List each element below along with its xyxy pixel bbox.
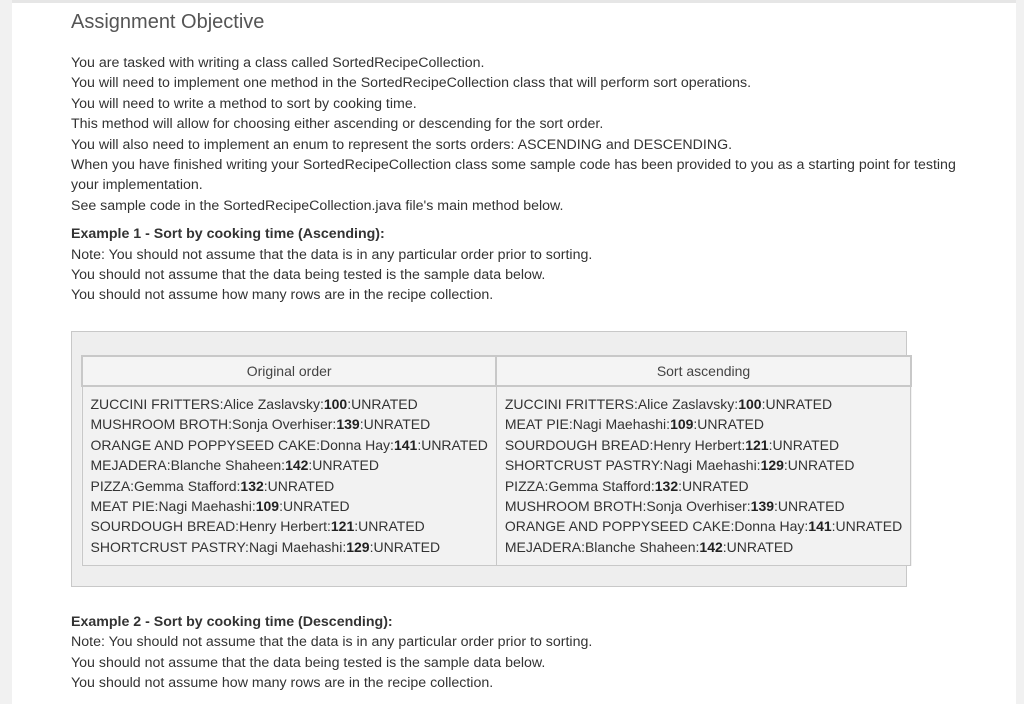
recipe-rating: :UNRATED	[693, 416, 764, 433]
example2-section	[71, 612, 971, 694]
recipe-cooking-time: 109	[670, 416, 694, 433]
recipe-cooking-time: 139	[336, 416, 360, 433]
recipe-row	[91, 476, 488, 496]
recipe-row	[91, 435, 488, 455]
recipe-row	[91, 537, 488, 557]
original-order-cell	[82, 386, 496, 566]
recipe-cooking-time: 132	[240, 477, 264, 494]
recipe-row	[505, 537, 902, 557]
recipe-rating: :UNRATED	[831, 518, 903, 535]
recipe-row	[91, 455, 488, 475]
recipe-cooking-time: 129	[760, 457, 784, 474]
recipe-cooking-time: 121	[330, 518, 355, 535]
intro-line: You will need to implement one method in the SortedRecipeCollection class that will perform sort operations.	[71, 75, 752, 92]
example2-note: Note: You should not assume that the data is in any particular order prior to sorting.	[71, 634, 593, 651]
recipe-row	[91, 414, 488, 434]
recipe-cooking-time: 139	[750, 498, 775, 515]
sorted-order-cell	[496, 386, 910, 566]
recipe-name-author: SOURDOUGH BREAD:Henry Herbert:	[504, 436, 746, 453]
header-original-order: Original order	[82, 356, 496, 386]
recipe-name-author: PIZZA:Gemma Stafford:	[504, 477, 655, 494]
intro-line: See sample code in the SortedRecipeCollection.java file's main method below.	[71, 197, 564, 214]
recipe-row	[505, 516, 902, 536]
document-page	[12, 0, 1016, 704]
recipe-name-author: SOURDOUGH BREAD:Henry Herbert:	[90, 518, 331, 535]
intro-section	[71, 53, 971, 306]
recipe-rating: :UNRATED	[359, 416, 431, 433]
recipe-rating: :UNRATED	[417, 436, 488, 453]
recipe-cooking-time: 141	[808, 518, 832, 535]
header-sort-ascending: Sort ascending	[496, 356, 910, 386]
intro-line: You will also need to implement an enum to represent the sorts orders: ASCENDING and DESCENDING.	[71, 136, 733, 153]
intro-line: This method will allow for choosing either ascending or descending for the sort order.	[71, 116, 604, 133]
recipe-rating: :UNRATED	[774, 498, 845, 515]
recipe-row	[505, 496, 902, 516]
recipe-name-author: ORANGE AND POPPYSEED CAKE:Donna Hay:	[90, 436, 394, 453]
recipe-rating: :UNRATED	[308, 457, 379, 474]
sort-example-table	[81, 355, 912, 566]
recipe-cooking-time: 100	[323, 396, 348, 412]
recipe-name-author: ORANGE AND POPPYSEED CAKE:Donna Hay:	[504, 518, 809, 535]
recipe-cooking-time: 100	[738, 396, 762, 412]
recipe-rating: :UNRATED	[761, 396, 833, 412]
recipe-row	[91, 394, 488, 414]
example1-note: You should not assume that the data being tested is the sample data below.	[71, 267, 546, 284]
example-table-container	[71, 331, 907, 587]
recipe-rating: :UNRATED	[347, 396, 418, 412]
example2-note: You should not assume how many rows are in the recipe collection.	[71, 675, 494, 692]
intro-line: When you have finished writing your SortedRecipeCollection class some sample code has been provided to you as a starting point for testing your implementation.	[71, 157, 956, 194]
recipe-name-author: MEAT PIE:Nagi Maehashi:	[504, 416, 671, 433]
recipe-name-author: MEAT PIE:Nagi Maehashi:	[90, 498, 256, 515]
recipe-row	[505, 455, 902, 475]
recipe-rating: :UNRATED	[768, 436, 840, 453]
recipe-name-author: MEJADERA:Blanche Shaheen:	[504, 538, 700, 555]
recipe-name-author: ZUCCINI FRITTERS:Alice Zaslavsky:	[90, 396, 324, 412]
example1-title: Example 1 - Sort by cooking time (Ascending):	[71, 226, 385, 243]
recipe-row	[505, 476, 902, 496]
recipe-row	[505, 435, 902, 455]
recipe-row	[91, 496, 488, 516]
recipe-cooking-time: 132	[654, 477, 679, 494]
recipe-rating: :UNRATED	[783, 457, 855, 474]
recipe-name-author: SHORTCRUST PASTRY:Nagi Maehashi:	[90, 538, 347, 555]
recipe-cooking-time: 141	[393, 436, 418, 453]
recipe-cooking-time: 142	[699, 538, 723, 555]
recipe-name-author: MEJADERA:Blanche Shaheen:	[90, 457, 286, 474]
recipe-rating: :UNRATED	[354, 518, 425, 535]
example2-title: Example 2 - Sort by cooking time (Descending):	[71, 614, 393, 630]
recipe-cooking-time: 121	[745, 436, 769, 453]
recipe-rating: :UNRATED	[369, 538, 441, 555]
recipe-rating: :UNRATED	[263, 477, 335, 494]
recipe-cooking-time: 109	[255, 498, 280, 515]
page-title: Assignment Objective	[71, 11, 265, 33]
recipe-name-author: ZUCCINI FRITTERS:Alice Zaslavsky:	[504, 396, 739, 412]
example2-note: You should not assume that the data being tested is the sample data below.	[71, 654, 546, 671]
recipe-name-author: PIZZA:Gemma Stafford:	[90, 477, 241, 494]
recipe-row	[91, 516, 488, 536]
recipe-name-author: MUSHROOM BROTH:Sonja Overhiser:	[504, 498, 751, 515]
example1-note: Note: You should not assume that the data is in any particular order prior to sorting.	[71, 246, 593, 263]
recipe-rating: :UNRATED	[279, 498, 350, 515]
recipe-cooking-time: 129	[346, 538, 370, 555]
example1-note: You should not assume how many rows are in the recipe collection.	[71, 287, 494, 304]
recipe-cooking-time: 142	[285, 457, 309, 474]
intro-line: You will need to write a method to sort by cooking time.	[71, 95, 417, 112]
recipe-name-author: SHORTCRUST PASTRY:Nagi Maehashi:	[504, 457, 761, 474]
recipe-row	[505, 394, 902, 414]
recipe-row	[505, 414, 902, 434]
recipe-rating: :UNRATED	[678, 477, 749, 494]
intro-line: You are tasked with writing a class called SortedRecipeCollection.	[71, 55, 485, 71]
recipe-name-author: MUSHROOM BROTH:Sonja Overhiser:	[90, 416, 337, 433]
recipe-rating: :UNRATED	[722, 538, 794, 555]
